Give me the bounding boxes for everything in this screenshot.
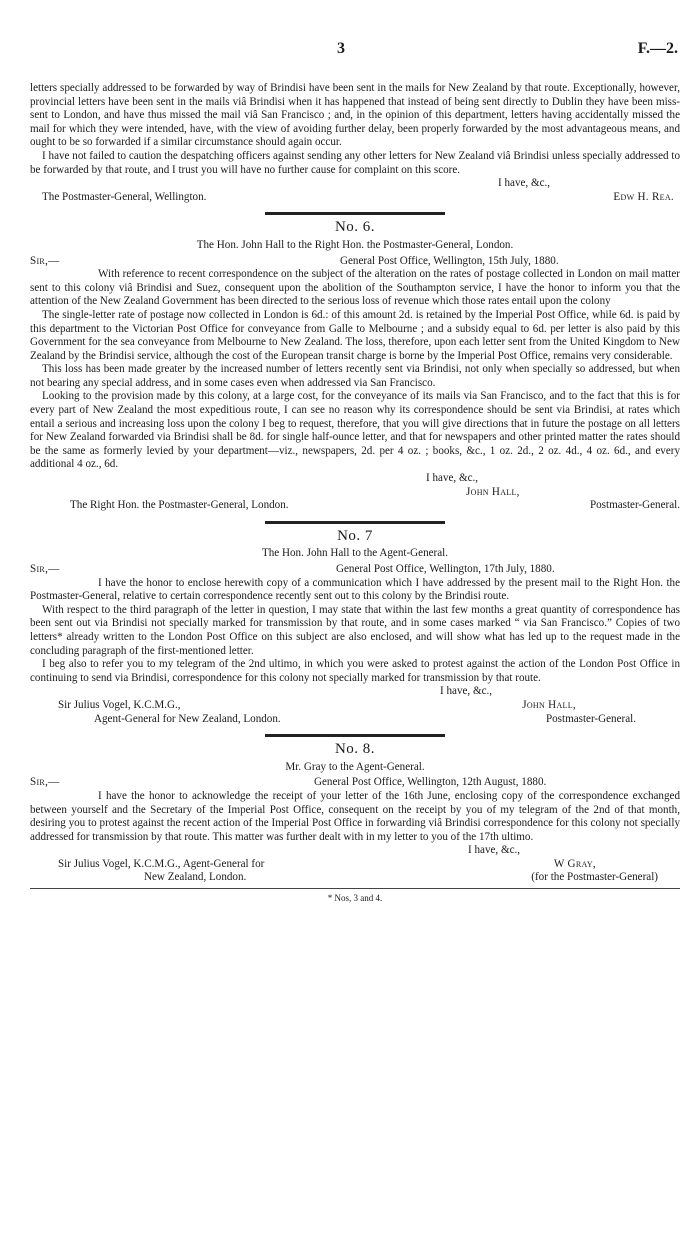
- letter-8-dateline: General Post Office, Wellington, 12th August, 1880.: [314, 776, 547, 789]
- letter-7-signature-row: [30, 699, 680, 713]
- letter-8-addressee-line-1: Sir Julius Vogel, K.C.M.G., Agent-General for: [58, 857, 265, 870]
- section-divider: [265, 212, 445, 215]
- section-divider: [265, 521, 445, 524]
- letter-7-addressee-row: [30, 713, 680, 727]
- intro-closing: I have, &c.,: [498, 177, 551, 190]
- letter-7-dateline-row: [30, 563, 680, 577]
- section-divider: [265, 734, 445, 737]
- letter-8-signature-title: (for the Postmaster-General): [531, 871, 658, 884]
- intro-closing-line: [30, 177, 680, 191]
- letter-6-dateline-row: [30, 255, 680, 269]
- letter-6-salutation: Sir,—: [30, 254, 60, 267]
- letter-8-dateline-row: [30, 776, 680, 790]
- letter-6-paragraph-4: Looking to the provision made by this colony, at a large cost, for the conveyance of its mails via San Francisco, and to the fact that this is for every part of New Zealand the most expeditious route, I can see no reason why its correspondence should be sent via Brindisi, at rates which entail a serious and increasing loss upon the colony I beg to request, therefore, that you will give directions that in future the postage on all letters for New Zealand forwarded via Brindisi shall be 8d. for single half-ounce letter, and that for newspapers and other printed matter the rates should be the same as formerly levied by your department—viz., newspapers, 2d. per 4 oz. ; books, &c., 1 oz. 2d., 2 oz. 4d., 4 oz. 6d., and every additional 4 oz., 6d.: [30, 390, 680, 471]
- letter-8-signature-row: [30, 858, 680, 872]
- letter-7-number: No. 7: [337, 527, 373, 544]
- footnote: * Nos, 3 and 4.: [327, 893, 383, 904]
- letter-6-closing-line: [30, 472, 680, 486]
- footnote-divider: [30, 888, 680, 889]
- intro-signature-row: [30, 191, 680, 205]
- letter-7-dateline: General Post Office, Wellington, 17th July, 1880.: [336, 563, 555, 575]
- letter-6-addressee: The Right Hon. the Postmaster-General, London.: [70, 499, 289, 512]
- letter-7-closing: I have, &c.,: [440, 685, 493, 698]
- letter-8-signature: W Gray,: [553, 857, 596, 870]
- letter-6-title: The Hon. John Hall to the Right Hon. the Postmaster-General, London.: [196, 238, 514, 251]
- letter-6-paragraph-3: This loss has been made greater by the increased number of letters recently sent via Brindisi, not only when specially so addressed, but when not bearing any special address, and in some cases even when addressed via San Francisco.: [30, 363, 680, 389]
- letter-7-paragraph-3: I beg also to refer you to my telegram of the 2nd ultimo, in which you were asked to protest against the action of the London Post Office in continuing to send via Brindisi, correspondence for this colony not specially marked for transmission by that route.: [30, 658, 680, 684]
- letter-6-closing: I have, &c.,: [426, 472, 479, 485]
- letter-7-paragraph-1: I have the honor to enclose herewith copy of a communication which I have addressed by the present mail to the Right Hon. the Postmaster-General, relative to certain correspondence recently sent out to this colony by the Brindisi route.: [30, 576, 680, 603]
- letter-8-number: No. 8.: [334, 741, 376, 758]
- letter-7-salutation: Sir,—: [30, 563, 60, 575]
- page-body: [30, 82, 680, 906]
- letter-6-paragraph-2: The single-letter rate of postage now collected in London is 6d.: of this amount 2d. is retained by the Imperial Post Office, while 6d. is paid by this department to the Victorian Post Office for conveyance from Galle to Melbourne ; and a subsidy equal to 6d. per letter is also paid by this Government for the sea conveyance from Melbourne to New Zealand. The loss, therefore, upon each letter sent from the United Kingdom to New Zealand by the Brindisi service, although the cost of the European transit charge is borne by the Imperial Post Office, remains very considerable.: [30, 308, 680, 362]
- letter-7-signature-title: Postmaster-General.: [545, 712, 636, 725]
- letter-6-signature-line: [30, 486, 680, 500]
- letter-7-title: The Hon. John Hall to the Agent-General.: [261, 547, 449, 560]
- letter-8-paragraph-1: I have the honor to acknowledge the receipt of your letter of the 16th June, enclosing copy of the correspondence exchanged between yourself and the Secretary of the Imperial Post Office, consequent on the receipt by you of my telegram of the 2nd of that month, desiring you to protest against the recent action of the Imperial Post Office in forwarding viâ Brindisi correspondence for this colony not specially addressed for transmission by that route. This matter was further dealt with in my letter to you of the 17th ultimo.: [30, 789, 680, 843]
- intro-paragraph-1: letters specially addressed to be forwarded by way of Brindisi have been sent in the mails for New Zealand by that route. Exceptionally, however, provincial letters have been sent in the mails viâ Brindisi when it has happened that instead of being sent directly to Dublin they have been miss-sent to London, and have thus missed the mail viâ San Francisco ; and, in the opinion of this department, letters having accidentally missed the mail for which they were intended, have, with the view of avoiding further delay, been properly forwarded by the most advantageous means, and ought to be so forwarded if a similar circumstance should again occur.: [30, 82, 680, 149]
- intro-paragraph-2: I have not failed to caution the despatching officers against sending any other letters for New Zealand viâ Brindisi unless specially addressed to be forwarded by that route, and I trust you will have no further cause for complaint on this score.: [30, 149, 680, 176]
- letter-7-addressee-line-1: Sir Julius Vogel, K.C.M.G.,: [58, 698, 181, 711]
- letter-8-addressee-line-2: New Zealand, London.: [144, 871, 247, 884]
- letter-6-number: No. 6.: [334, 219, 376, 236]
- letter-8-salutation: Sir,—: [30, 776, 60, 789]
- letter-7-paragraph-2: With respect to the third paragraph of the letter in question, I may state that within the last few months a great quantity of correspondence has been sent out via Brindisi not specially marked for transmission by that route, and in some cases marked “ via San Francisco.” Copies of two letters* already written to the London Post Office on this subject are also enclosed, and will show what has led up to the request made in the concluding paragraph of the first-mentioned letter.: [30, 603, 680, 657]
- intro-signature: Edw H. Rea.: [613, 190, 674, 203]
- page-number: 3: [337, 40, 345, 57]
- letter-7-closing-line: [30, 685, 680, 699]
- letter-8-title: Mr. Gray to the Agent-General.: [285, 760, 425, 773]
- page-header: [0, 40, 700, 62]
- letter-6-signature-title: Postmaster-General.: [589, 499, 680, 512]
- letter-7-signature: John Hall,: [522, 698, 576, 711]
- letter-8-closing-line: [30, 844, 680, 858]
- letter-8-addressee-row: [30, 871, 680, 885]
- letter-6-addressee-row: [30, 499, 680, 513]
- letter-6-paragraph-1: With reference to recent correspondence on the subject of the alteration on the rates of postage collected in London on mail matter sent to this colony viâ Brindisi and Suez, consequent upon the abolition of the Southampton service, I have the honor to inform you that the attention of the New Zealand Government has been directed to the serious loss of revenue which those rates entail upon the colony: [30, 268, 680, 308]
- letter-7-addressee-line-2: Agent-General for New Zealand, London.: [94, 712, 281, 725]
- intro-addressee: The Postmaster-General, Wellington.: [42, 190, 207, 203]
- document-reference: F.—2.: [637, 40, 678, 57]
- letter-8-closing: I have, &c.,: [468, 844, 521, 857]
- letter-6-dateline: General Post Office, Wellington, 15th July, 1880.: [340, 254, 559, 267]
- letter-6-signature: John Hall,: [466, 485, 520, 498]
